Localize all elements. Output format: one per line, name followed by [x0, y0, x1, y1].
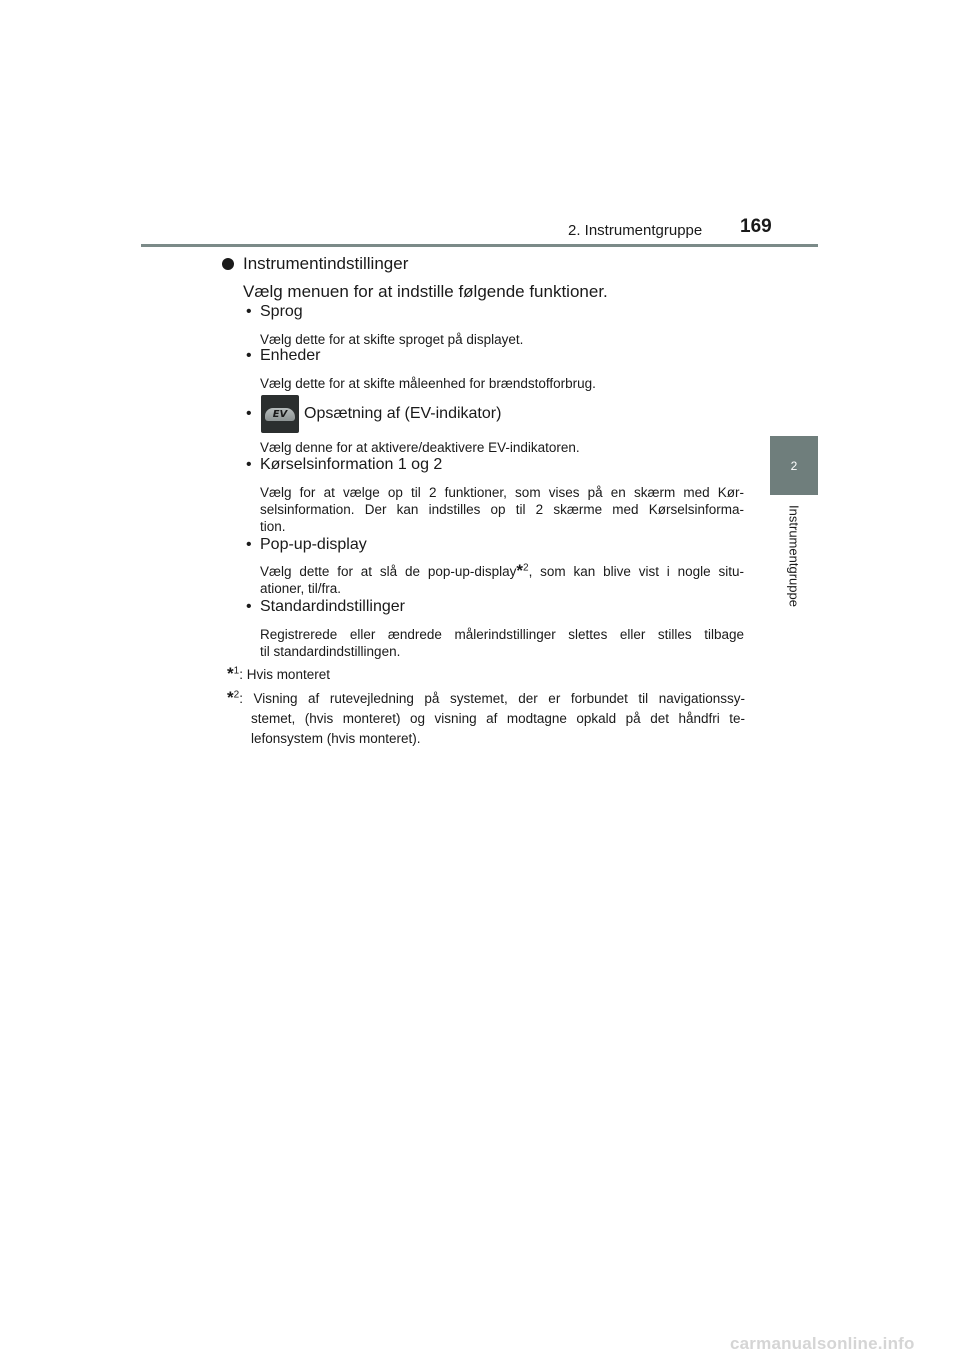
item-title-text: Pop-up-display: [260, 536, 367, 553]
footnote: *$^1$: Hvis monteret: [227, 664, 330, 683]
side-tab-number[interactable]: 2: [770, 436, 818, 495]
bullet-icon: •: [246, 303, 252, 320]
bullet-icon: •: [246, 598, 252, 615]
ev-indicator-icon: [261, 395, 299, 433]
list-item-title: [246, 395, 501, 433]
side-tab-label: Instrumentgruppe: [786, 505, 802, 607]
item-title-text: Kørselsinformation 1 og 2: [260, 456, 443, 473]
item-description: Vælg denne for at aktivere/deaktivere EV-indikatoren.: [260, 440, 580, 455]
item-description: Vælg dette for at slå de pop-up-display*$^2$, som kan blive vist i nogle situ- ationer, til/fra.: [260, 561, 745, 596]
bullet-icon: •: [246, 405, 252, 422]
page-number: 169: [740, 216, 772, 237]
bullet-icon: •: [246, 347, 252, 364]
item-title-text: Opsætning af (EV-indikator): [304, 405, 502, 422]
bullet-icon: •: [246, 536, 252, 553]
item-description: Vælg dette for at skifte måleenhed for brændstofforbrug.: [260, 376, 596, 391]
car-icon: EV: [265, 408, 295, 421]
list-item-title: [246, 347, 321, 365]
item-description: Vælg for at vælge op til 2 funktioner, som vises på en skærm med Kør- selsinformation. Der kan indstilles op til 2 skærme med Kørselsinforma- tion.: [260, 485, 744, 534]
item-title-text: Standardindstillinger: [260, 598, 405, 615]
list-item-title: [246, 536, 367, 554]
list-item-title: [246, 598, 405, 616]
item-description: Vælg dette for at skifte sproget på displayet.: [260, 332, 524, 347]
section-heading-text: Instrumentindstillinger: [243, 254, 409, 273]
footnote: *$^2$: Visning af rutevejledning på systemet, der er forbundet til navigationssy- stemet, (hvis monteret) og visning af modtagne opkald på det håndfri te- lefonsystem (hvis monteret).: [227, 688, 745, 746]
list-item-title: [246, 303, 303, 321]
item-description: Registrerede eller ændrede målerindstillinger slettes eller stilles tilbage til standardindstillingen.: [260, 627, 744, 659]
header-rule: [141, 244, 818, 247]
item-title-text: Sprog: [260, 303, 303, 320]
item-title-text: Enheder: [260, 347, 321, 364]
list-item-title: [246, 456, 442, 474]
bullet-icon: [222, 258, 234, 270]
section-intro: Vælg menuen for at indstille følgende funktioner.: [243, 282, 608, 301]
chapter-title: 2. Instrumentgruppe: [568, 222, 703, 239]
section-heading: [222, 254, 408, 274]
watermark: carmanualsonline.info: [730, 1334, 915, 1353]
bullet-icon: •: [246, 456, 252, 473]
